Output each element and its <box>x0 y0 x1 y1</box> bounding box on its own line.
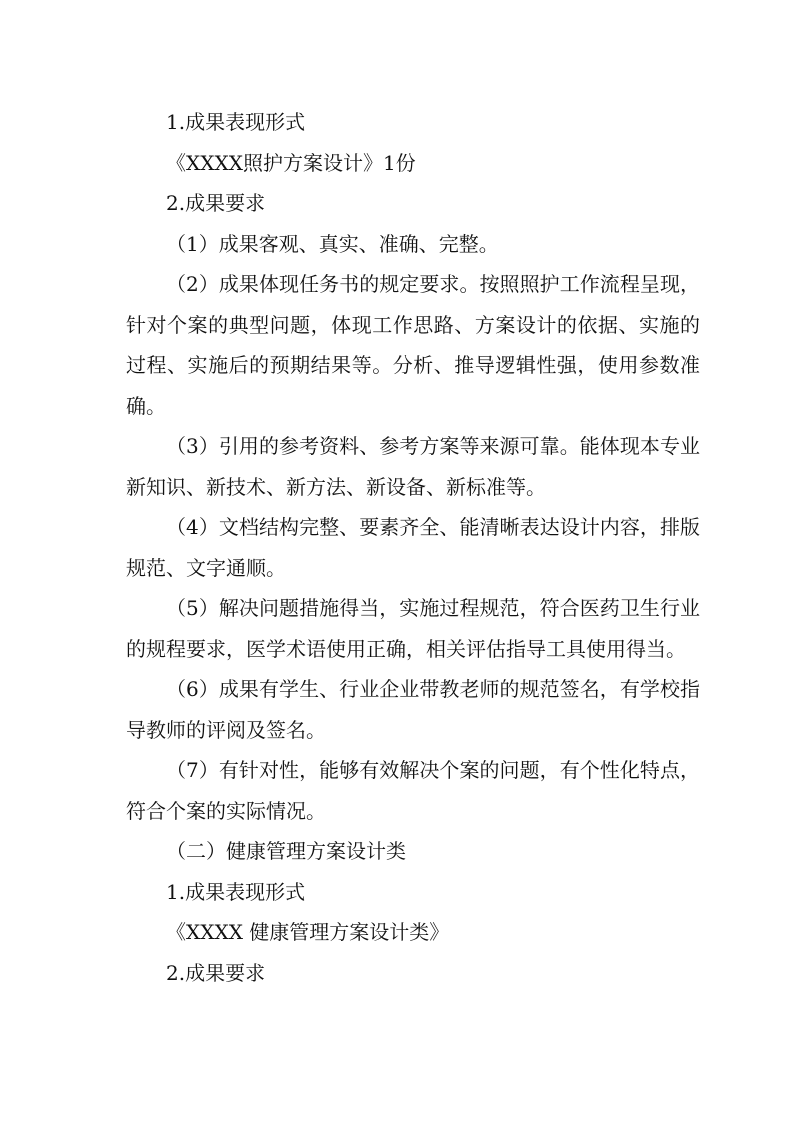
section-heading-health-management: （二）健康管理方案设计类 <box>166 839 406 863</box>
requirement-3: （3）引用的参考资料、参考方案等来源可靠。能体现本专业新知识、新技术、新方法、新设备、新标准等。 <box>126 434 700 499</box>
heading-output-requirements-2: 2.成果要求 <box>166 960 266 985</box>
requirement-2: （2）成果体现任务书的规定要求。按照照护工作流程呈现，针对个案的典型问题，体现工作思路、方案设计的依据、实施的过程、实施后的预期结果等。分析、推导逻辑性强，使用参数准确。 <box>126 272 700 418</box>
heading-output-format-2: 1.成果表现形式 <box>166 879 306 904</box>
output-title-health-plan: 《XXXX 健康管理方案设计类》 <box>166 920 450 944</box>
heading-output-requirements: 2.成果要求 <box>166 191 266 215</box>
requirement-1: （1）成果客观、真实、准确、完整。 <box>166 231 499 256</box>
heading-output-format: 1.成果表现形式 <box>166 110 306 134</box>
requirement-5: （5）解决问题措施得当，实施过程规范，符合医药卫生行业的规程要求，医学术语使用正确，相关评估指导工具使用得当。 <box>126 596 700 661</box>
output-title-care-plan: 《XXXX照护方案设计》1份 <box>166 150 416 175</box>
document-body <box>126 102 700 993</box>
requirement-6: （6）成果有学生、行业企业带教老师的规范签名，有学校指导教师的评阅及签名。 <box>126 677 700 742</box>
requirement-4: （4）文档结构完整、要素齐全、能清晰表达设计内容，排版规范、文字通顺。 <box>126 515 700 580</box>
requirement-7: （7）有针对性，能够有效解决个案的问题，有个性化特点，符合个案的实际情况。 <box>126 758 700 823</box>
